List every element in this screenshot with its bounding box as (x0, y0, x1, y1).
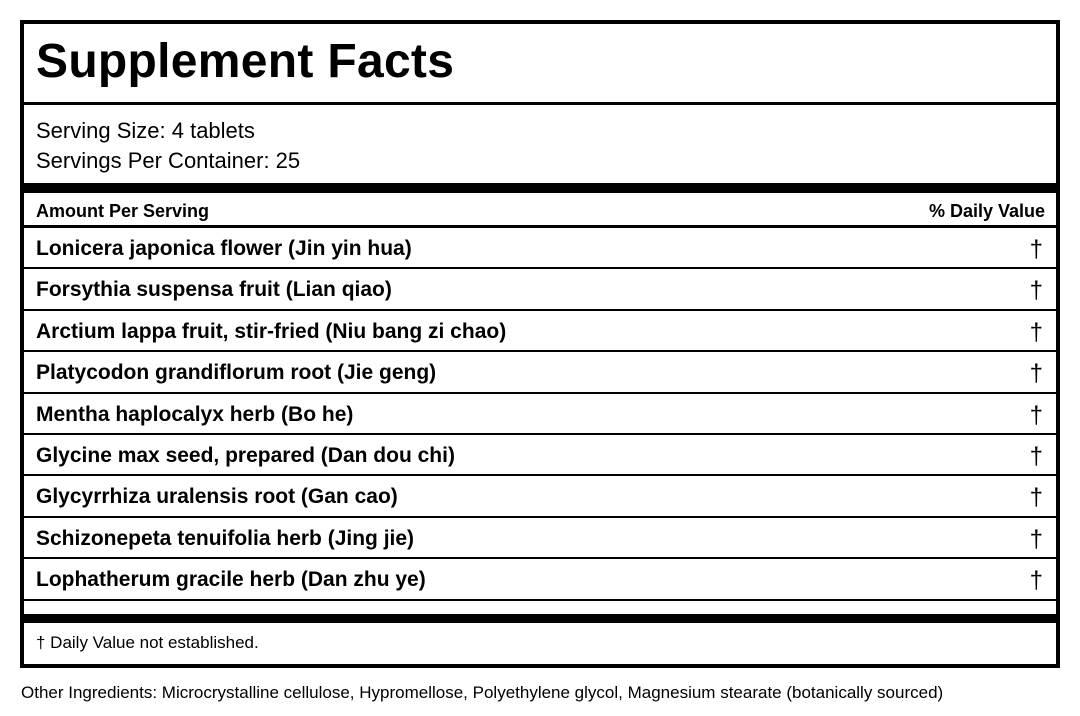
ingredient-row (24, 476, 1056, 517)
ingredient-list (24, 228, 1056, 601)
other-ingredients: Other Ingredients: Microcrystalline cellulose, Hypromellose, Polyethylene glycol, Magnesium stearate (botanically sourced) (21, 683, 944, 702)
ingredient-name: Glycyrrhiza uralensis root (Gan cao) (36, 485, 398, 509)
ingredient-daily-value: † (1029, 484, 1043, 512)
ingredient-daily-value: † (1029, 277, 1043, 305)
ingredient-row (24, 228, 1056, 269)
amount-per-serving-label: Amount Per Serving (36, 201, 210, 221)
ingredient-row (24, 559, 1056, 600)
ingredient-name: Schizonepeta tenuifolia herb (Jing jie) (36, 526, 415, 550)
ingredient-daily-value: † (1029, 525, 1043, 553)
ingredient-name: Lonicera japonica flower (Jin yin hua) (36, 237, 412, 260)
ingredient-daily-value: † (1029, 360, 1043, 388)
ingredient-name: Mentha haplocalyx herb (Bo he) (36, 402, 354, 426)
ingredient-row (24, 394, 1056, 435)
ingredient-name: Glycine max seed, prepared (Dan dou chi) (36, 443, 455, 467)
ingredient-name: Forsythia suspensa fruit (Lian qiao) (36, 278, 392, 302)
ingredient-name: Platycodon grandiflorum root (Jie geng) (36, 361, 437, 385)
serving-info (24, 105, 1056, 183)
column-header-row (24, 193, 1056, 228)
ingredient-row (24, 352, 1056, 393)
ingredient-row (24, 518, 1056, 559)
ingredient-row (24, 435, 1056, 476)
daily-value-label: % Daily Value (928, 201, 1045, 221)
thick-divider-top (24, 183, 1056, 193)
ingredient-row (24, 269, 1056, 310)
ingredient-daily-value: † (1029, 567, 1043, 595)
ingredient-name: Lophatherum gracile herb (Dan zhu ye) (36, 568, 426, 592)
servings-per-container: Servings Per Container: 25 (36, 148, 301, 173)
thick-divider-bottom (24, 614, 1056, 623)
daily-value-footnote: † Daily Value not established. (36, 633, 259, 652)
serving-size: Serving Size: 4 tablets (36, 118, 255, 143)
ingredient-daily-value: † (1029, 318, 1043, 346)
title-section (24, 24, 1056, 105)
ingredient-daily-value: † (1029, 401, 1043, 429)
panel-title: Supplement Facts (36, 35, 455, 88)
ingredient-daily-value: † (1029, 236, 1043, 263)
ingredient-daily-value: † (1029, 442, 1043, 470)
ingredient-row (24, 311, 1056, 352)
ingredient-name: Arctium lappa fruit, stir-fried (Niu bang zi chao) (36, 319, 507, 343)
supplement-facts-panel (20, 20, 1060, 668)
